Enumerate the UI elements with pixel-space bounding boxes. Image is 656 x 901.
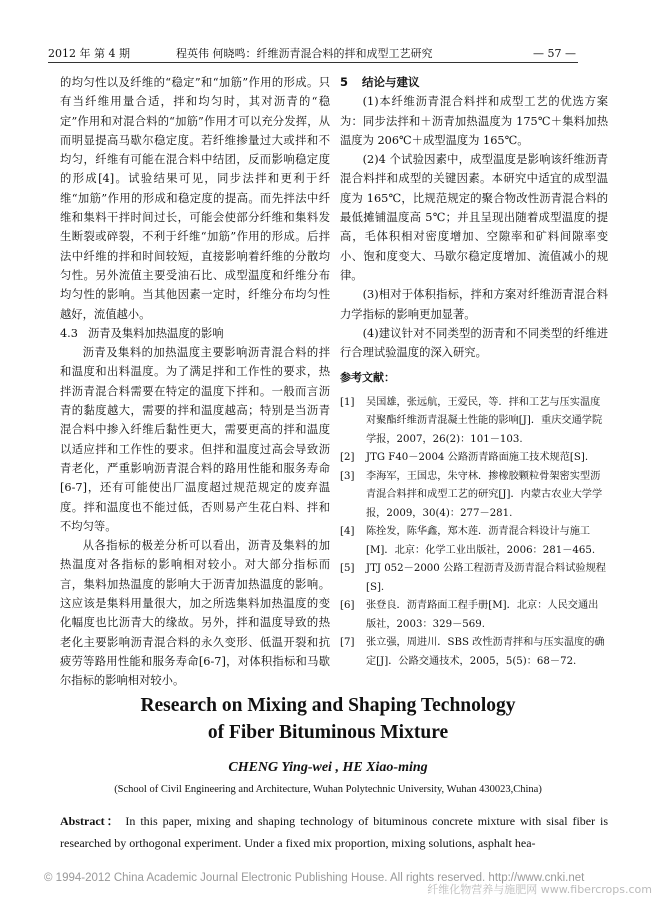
journal-issue: 2012 年 第 4 期 <box>48 47 130 60</box>
english-title-line-1: Research on Mixing and Shaping Technology <box>140 695 516 716</box>
section-title: 结论与建议 <box>362 75 420 89</box>
subsection-heading <box>60 324 330 343</box>
header-rule <box>48 62 578 63</box>
reference-item: [3] 李海军，王国忠，朱守林．掺橡胶颗粒骨架密实型沥青混合料拌和成型工艺的研究[J]．内蒙古农业大学学报，2009，30(4)：277－281. <box>340 470 603 519</box>
reference-list <box>340 394 608 672</box>
right-column <box>340 73 608 671</box>
section-heading <box>340 73 608 92</box>
conclusion-3: (3)相对于体积指标，拌和方案对纤维沥青混合料力学指标的影响更加显著。 <box>340 288 608 321</box>
reference-item: [2] JTG F40－2004 公路沥青路面施工技术规范[S]. <box>340 452 589 464</box>
page-number: — 57 — <box>533 47 576 60</box>
subsection-number: 4.3 <box>60 326 78 340</box>
conclusion-2: (2)4 个试验因素中，成型温度是影响该纤维沥青混合料拌和成型的关键因素。本研究中适宜的成型温度为 165℃，比规范规定的聚合物改性沥青混合料的最低摊铺温度高 5℃；并且呈现出随着成型温度的提高，毛体积相对密度增加、空隙率和矿料间隙率变小、饱和度变大、马歇尔稳定度增加、流值减小的规律。 <box>340 153 608 282</box>
paragraph-heating-temperature: 沥青及集料的加热温度主要影响沥青混合料的拌和温度和出料温度。为了满足拌和工作性的要求，热拌沥青混合料需要在特定的温度下拌和。一般而言沥青的黏度越大，需要的拌和温度越高；特别是当沥青混合料中掺入纤维后黏性更大，需要更高的拌和温度以适应拌和工作性的要求。但拌和温度过高会导致沥青老化，严重影响沥青混合料的路用性能和服务寿命[6-7]，还有可能使出厂温度超过规范规定的废弃温度。拌和温度也不能过低，否则易产生花白料、拌和不均匀等。 <box>60 346 330 533</box>
english-affiliation: (School of Civil Engineering and Architecture, Wuhan Polytechnic University, Wuhan 430023,China) <box>114 784 542 795</box>
reference-item: [7] 张立强，周进川．SBS 改性沥青拌和与压实温度的确定[J]．公路交通技术，2005，5(5)：68－72. <box>340 637 605 667</box>
left-column <box>60 73 330 691</box>
references-heading: 参考文献： <box>340 371 395 385</box>
conclusion-4: (4)建议针对不同类型的沥青和不同类型的纤维进行合理试验温度的深入研究。 <box>340 326 608 360</box>
copyright-notice: © 1994-2012 China Academic Journal Electronic Publishing House. All rights reserved. http://www.cnki.net <box>44 872 585 884</box>
english-authors: CHENG Ying-wei , HE Xiao-ming <box>228 760 428 775</box>
reference-item: [5] JTJ 052－2000 公路工程沥青及沥青混合料试验规程[S]. <box>340 563 606 593</box>
watermark-text: 纤维化物营养与施肥网 www.fibercrops.com <box>427 883 652 896</box>
reference-item: [1] 吴国雄，张远航，王爱民，等．拌和工艺与压实温度对聚酯纤维沥青混凝土性能的影响[J]．重庆交通学院学报，2007，26(2)：101－103. <box>340 396 603 445</box>
running-title: 程英伟 何晓鸣：纤维沥青混合料的拌和成型工艺研究 <box>176 47 433 60</box>
reference-item: [4] 陈拴发，陈华鑫，郑木莲．沥青混合料设计与施工[M]．北京：化学工业出版社，2006：281－465. <box>340 526 596 556</box>
section-number: 5 <box>340 75 349 89</box>
paragraph-range-analysis: 从各指标的极差分析可以看出，沥青及集料的加热温度对各指标的影响相对较小。对大部分指标而言，集料加热温度的影响大于沥青加热温度的影响。这应该是集料用量很大，加之所选集料加热温度的变化幅度也比沥青大的缘故。另外，拌和温度导致的热老化主要影响沥青混合料的永久变形、低温开裂和抗疲劳等路用性能和服务寿命[6-7]，对体积指标和马歇尔指标的影响相对较小。 <box>60 539 330 688</box>
english-abstract <box>60 810 608 854</box>
abstract-text: In this paper, mixing and shaping technology of bituminous concrete mixture with sisal fiber is researched by orthogonal experiment. Under a fixed mix proportion, mixing solutions, asphalt hea- <box>60 814 609 850</box>
english-title-line-2: of Fiber Bituminous Mixture <box>207 722 449 743</box>
paragraph-continuation: 的均匀性以及纤维的“稳定”和“加筋”作用的形成。只有当纤维用量合适，拌和均匀时，其对沥青的“稳定”作用和对混合料的“加筋”作用才可以充分发挥，从而明显提高马歇尔稳定度。若纤维掺量过大或拌和不均匀，纤维有可能在混合料中结团，反而影响稳定度的形成[4]。试验结果可见，同步法拌和更利于纤维“加筋”作用的形成和稳定度的提高。而先拌法中纤维和集料干拌时间过长，可能会使部分纤维和集料发生断裂或碎裂，不利于纤维“加筋”作用的形成。后拌法中纤维的拌和时间较短，直接影响着纤维的分散均匀性。另外流值主要受油石比、成型温度和纤维分布均匀性的影响。当其他因素一定时，纤维分布均匀性越好，流值越小。 <box>60 76 330 321</box>
conclusion-1: (1)本纤维沥青混合料拌和成型工艺的优选方案为：同步法拌和＋沥青加热温度为 175℃＋集料加热温度为 206℃＋成型温度为 165℃。 <box>340 95 608 147</box>
abstract-label: Abstract： <box>60 814 121 828</box>
subsection-title: 沥青及集料加热温度的影响 <box>87 326 224 340</box>
reference-item: [6] 张登良．沥青路面工程手册[M]．北京：人民交通出版社，2003：329－569. <box>340 600 599 630</box>
